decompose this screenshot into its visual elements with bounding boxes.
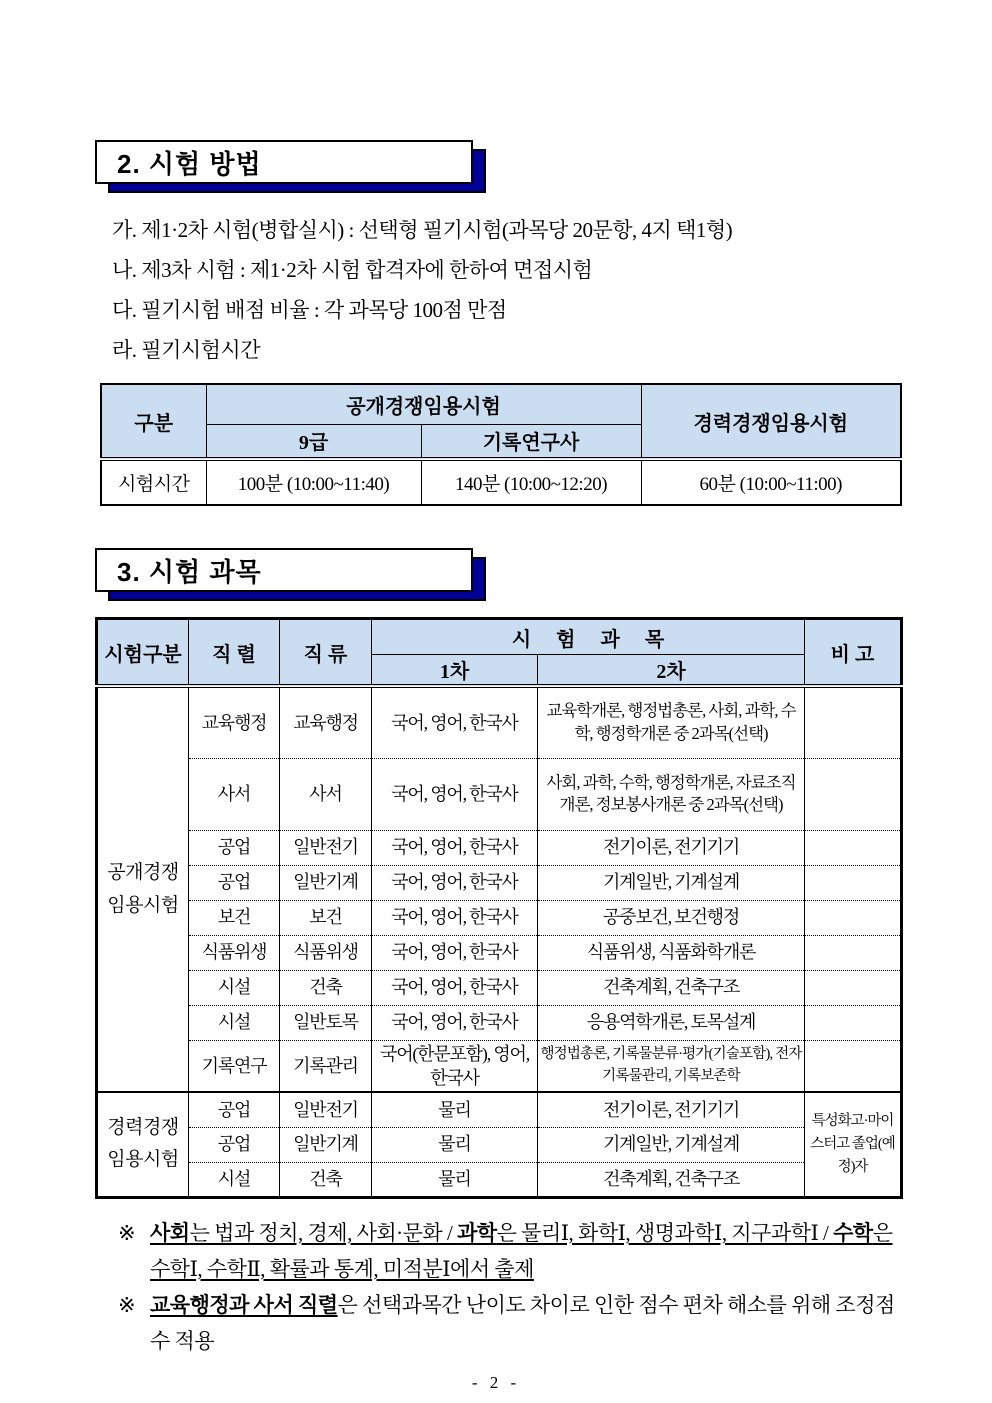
cell-career-time: 60분 (10:00~11:00) (641, 459, 901, 505)
footnote-span: 은 선택과목간 난이도 차이로 인한 점수 편차 해소를 위해 조정점수 적용 (150, 1292, 895, 1353)
footnote-bold: 사회 (150, 1220, 190, 1245)
cell-first-subjects: 물리 (372, 1162, 538, 1197)
cell-grade9-time: 100분 (10:00~11:40) (206, 459, 421, 505)
column-header-archivist: 기록연구사 (421, 424, 641, 459)
footnote-bold: 수학 (833, 1220, 873, 1245)
list-item: 라. 필기시험시간 (112, 338, 261, 362)
cell-first-subjects: 국어, 영어, 한국사 (372, 935, 538, 970)
section2-title-box (95, 140, 473, 184)
cell-first-subjects: 물리 (372, 1127, 538, 1162)
title-box-face (95, 140, 473, 184)
cell-note-empty (805, 830, 902, 865)
cell-series: 시설 (189, 970, 280, 1005)
table-row (97, 686, 902, 758)
cell-second-subjects: 행정법총론, 기록물분류·평가(기술포함), 전자기록물관리, 기록보존학 (538, 1040, 805, 1092)
cell-career-note: 특성화고·마이스터고 졸업(예정)자 (805, 1092, 902, 1197)
cell-series: 공업 (189, 865, 280, 900)
table-row (97, 1127, 902, 1162)
cell-second-subjects: 건축계획, 건축구조 (538, 1162, 805, 1197)
column-header-note: 비 고 (805, 619, 902, 687)
cell-note-empty (805, 1005, 902, 1040)
cell-job-class: 식품위생 (280, 935, 372, 970)
cell-first-subjects: 국어, 영어, 한국사 (372, 970, 538, 1005)
cell-note-empty (805, 1040, 902, 1092)
cell-second-subjects: 전기이론, 전기기기 (538, 830, 805, 865)
subjects-table (95, 617, 903, 1199)
footnote-marker: ※ (118, 1292, 136, 1317)
table-row (97, 1005, 902, 1040)
cell-series: 보건 (189, 900, 280, 935)
cell-second-subjects: 건축계획, 건축구조 (538, 970, 805, 1005)
column-header-subjects: 시 험 과 목 (372, 619, 805, 655)
column-header-career-exam: 경력경쟁임용시험 (641, 384, 901, 459)
cell-open-group-label: 공개경쟁 임용시험 (97, 686, 189, 1092)
footnote-text (150, 1287, 902, 1359)
cell-second-subjects: 교육학개론, 행정법총론, 사회, 과학, 수학, 행정학개론 중 2과목(선택) (538, 686, 805, 758)
column-header-first-round: 1차 (372, 655, 538, 687)
footnote (118, 1287, 902, 1359)
cell-note-empty (805, 970, 902, 1005)
footnote-text (150, 1215, 902, 1287)
cell-first-subjects: 국어, 영어, 한국사 (372, 830, 538, 865)
cell-career-group-label: 경력경쟁 임용시험 (97, 1092, 189, 1197)
table-row (97, 758, 902, 830)
cell-first-subjects: 국어, 영어, 한국사 (372, 1005, 538, 1040)
table-row (97, 1092, 902, 1127)
table-row (97, 830, 902, 865)
cell-job-class: 일반기계 (280, 865, 372, 900)
cell-series: 공업 (189, 1127, 280, 1162)
footnote-span: 은 물리Ⅰ, 화학Ⅰ, 생명과학Ⅰ, 지구과학Ⅰ / (496, 1220, 834, 1245)
cell-note-empty (805, 865, 902, 900)
cell-row-label: 시험시간 (101, 459, 206, 505)
section3-title-box (95, 548, 473, 592)
cell-first-subjects: 국어, 영어, 한국사 (372, 865, 538, 900)
column-header-open-exam: 공개경쟁임용시험 (206, 384, 641, 424)
table-row (101, 459, 901, 505)
cell-first-subjects: 국어(한문포함), 영어, 한국사 (372, 1040, 538, 1092)
cell-second-subjects: 사회, 과학, 수학, 행정학개론, 자료조직개론, 정보봉사개론 중 2과목(선택) (538, 758, 805, 830)
column-header-second-round: 2차 (538, 655, 805, 687)
cell-first-subjects: 물리 (372, 1092, 538, 1127)
cell-series: 공업 (189, 1092, 280, 1127)
footnote-bold: 과학 (457, 1220, 497, 1245)
footnote (118, 1215, 902, 1287)
cell-note-empty (805, 900, 902, 935)
cell-second-subjects: 기계일반, 기계설계 (538, 1127, 805, 1162)
cell-note-empty (805, 935, 902, 970)
cell-first-subjects: 국어, 영어, 한국사 (372, 758, 538, 830)
section2-list (112, 210, 992, 370)
exam-time-table (100, 383, 902, 506)
cell-second-subjects: 전기이론, 전기기기 (538, 1092, 805, 1127)
table-row (97, 935, 902, 970)
table-row (97, 1040, 902, 1092)
cell-job-class: 일반토목 (280, 1005, 372, 1040)
cell-job-class: 일반전기 (280, 830, 372, 865)
cell-second-subjects: 기계일반, 기계설계 (538, 865, 805, 900)
cell-job-class: 일반전기 (280, 1092, 372, 1127)
footnote-span: 은 수학Ⅰ, 수학Ⅱ, 확률과 통계, 미적분Ⅰ에서 출제 (150, 1220, 893, 1281)
table-row (97, 970, 902, 1005)
section2-title: 2. 시험 방법 (117, 148, 262, 179)
cell-first-subjects: 국어, 영어, 한국사 (372, 900, 538, 935)
cell-job-class: 건축 (280, 1162, 372, 1197)
cell-note-empty (805, 758, 902, 830)
column-header-exam-type: 시험구분 (97, 619, 189, 687)
column-header-job-class: 직 류 (280, 619, 372, 687)
table-row (97, 900, 902, 935)
cell-series: 시설 (189, 1005, 280, 1040)
cell-first-subjects: 국어, 영어, 한국사 (372, 686, 538, 758)
page-number: - 2 - (471, 1372, 521, 1392)
cell-series: 시설 (189, 1162, 280, 1197)
cell-job-class: 건축 (280, 970, 372, 1005)
cell-archivist-time: 140분 (10:00~12:20) (421, 459, 641, 505)
cell-job-class: 기록관리 (280, 1040, 372, 1092)
table-row (97, 865, 902, 900)
cell-note-empty (805, 686, 902, 758)
cell-job-class: 일반기계 (280, 1127, 372, 1162)
column-header-grade9: 9급 (206, 424, 421, 459)
footnotes (118, 1215, 902, 1359)
cell-series: 사서 (189, 758, 280, 830)
footnote-bold: 교육행정과 사서 직렬 (150, 1292, 338, 1317)
cell-job-class: 보건 (280, 900, 372, 935)
cell-series: 교육행정 (189, 686, 280, 758)
cell-series: 기록연구 (189, 1040, 280, 1092)
list-item: 다. 필기시험 배점 비율 : 각 과목당 100점 만점 (112, 298, 507, 322)
column-header-gubun: 구분 (101, 384, 206, 459)
footnote-marker: ※ (118, 1220, 136, 1245)
cell-second-subjects: 식품위생, 식품화학개론 (538, 935, 805, 970)
title-box-face (95, 548, 473, 592)
column-header-series: 직 렬 (189, 619, 280, 687)
cell-job-class: 사서 (280, 758, 372, 830)
cell-series: 식품위생 (189, 935, 280, 970)
cell-second-subjects: 응용역학개론, 토목설계 (538, 1005, 805, 1040)
footnote-span: 는 법과 정치, 경제, 사회·문화 / (189, 1220, 458, 1245)
cell-second-subjects: 공중보건, 보건행정 (538, 900, 805, 935)
table-row (97, 1162, 902, 1197)
cell-series: 공업 (189, 830, 280, 865)
list-item: 가. 제1·2차 시험(병합실시) : 선택형 필기시험(과목당 20문항, 4지 택1형) (112, 218, 733, 242)
cell-job-class: 교육행정 (280, 686, 372, 758)
section3-title: 3. 시험 과목 (117, 556, 262, 587)
list-item: 나. 제3차 시험 : 제1·2차 시험 합격자에 한하여 면접시험 (112, 258, 593, 282)
